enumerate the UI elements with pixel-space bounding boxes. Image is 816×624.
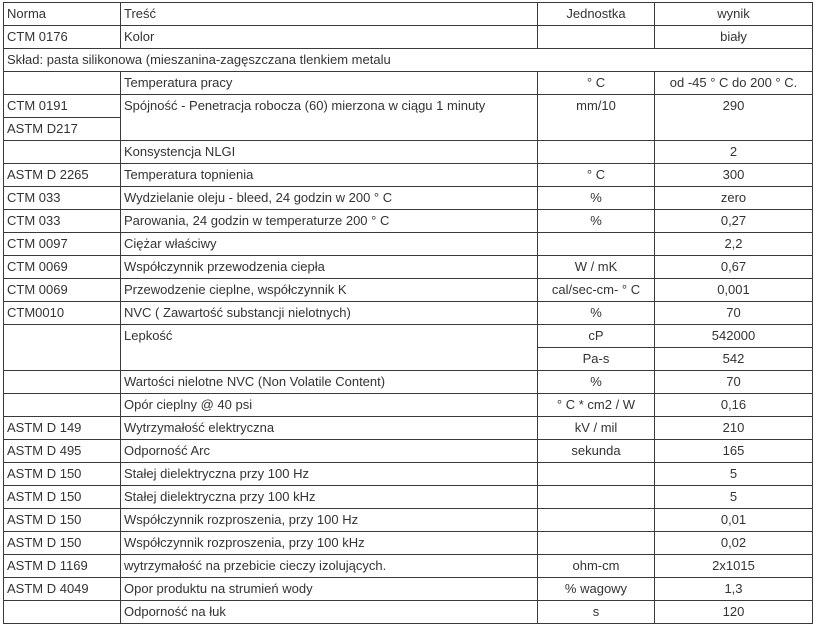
table-row (4, 371, 813, 394)
cell-norma: ASTM D 149 (4, 417, 121, 440)
cell-norma: CTM 0176 (4, 26, 121, 49)
cell-wynik: 0,67 (655, 256, 813, 279)
cell-jednostka: % wagowy (538, 578, 655, 601)
cell-jednostka (538, 233, 655, 256)
cell-wynik: 1,3 (655, 578, 813, 601)
cell-tresc: Stałej dielektryczna przy 100 kHz (121, 486, 538, 509)
cell-tresc: Kolor (121, 26, 538, 49)
cell-tresc: Odporność na łuk (121, 601, 538, 624)
table-row (4, 187, 813, 210)
cell-tresc: Odporność Arc (121, 440, 538, 463)
table-row (4, 302, 813, 325)
cell-wynik: 165 (655, 440, 813, 463)
cell-wynik: 5 (655, 486, 813, 509)
cell-jednostka: cal/sec-cm- ° C (538, 279, 655, 302)
cell-tresc: Temperatura topnienia (121, 164, 538, 187)
cell-tresc: Wytrzymałość elektryczna (121, 417, 538, 440)
table-row (4, 440, 813, 463)
cell-wynik: 2 (655, 141, 813, 164)
cell-jednostka: ° C (538, 164, 655, 187)
cell-jednostka: W / mK (538, 256, 655, 279)
cell-tresc: NVC ( Zawartość substancji nielotnych) (121, 302, 538, 325)
table-row (4, 509, 813, 532)
table-row (4, 210, 813, 233)
cell-norma: ASTM D 1169 (4, 555, 121, 578)
spec-table (3, 2, 813, 624)
table-row (4, 325, 813, 348)
cell-jednostka: ° C * cm2 / W (538, 394, 655, 417)
cell-wynik: 70 (655, 371, 813, 394)
cell-tresc: Ciężar właściwy (121, 233, 538, 256)
cell-tresc: wytrzymałość na przebicie cieczy izolujących. (121, 555, 538, 578)
table-row (4, 394, 813, 417)
cell-jednostka (538, 141, 655, 164)
cell-norma: ASTM D 4049 (4, 578, 121, 601)
cell-wynik: 0,02 (655, 532, 813, 555)
cell-tresc: Współczynnik przewodzenia ciepła (121, 256, 538, 279)
cell-wynik: 2x1015 (655, 555, 813, 578)
cell-tresc: Parowania, 24 godzin w temperaturze 200 ° C (121, 210, 538, 233)
cell-wynik: 2,2 (655, 233, 813, 256)
cell-wynik: 300 (655, 164, 813, 187)
cell-wynik: 542000 (655, 325, 813, 348)
cell-norma: CTM 033 (4, 210, 121, 233)
cell-jednostka (538, 486, 655, 509)
table-row (4, 532, 813, 555)
cell-jednostka (538, 509, 655, 532)
cell-norma: ASTM D 150 (4, 532, 121, 555)
cell-wynik-secondary: 542 (655, 348, 813, 371)
table-row (4, 486, 813, 509)
table-row (4, 601, 813, 624)
cell-tresc: Stałej dielektryczna przy 100 Hz (121, 463, 538, 486)
cell-norma: CTM 0069 (4, 256, 121, 279)
cell-tresc: Opór cieplny @ 40 psi (121, 394, 538, 417)
table-row (4, 233, 813, 256)
cell-wynik: 290 (655, 95, 813, 141)
cell-norma: CTM 033 (4, 187, 121, 210)
table-row (4, 578, 813, 601)
cell-norma (4, 325, 121, 371)
cell-tresc: Spójność - Penetracja robocza (60) mierzona w ciągu 1 minuty (121, 95, 538, 141)
cell-tresc: Temperatura pracy (121, 72, 538, 95)
table-row (4, 463, 813, 486)
cell-wynik: zero (655, 187, 813, 210)
table-row (4, 256, 813, 279)
cell-wynik: 0,27 (655, 210, 813, 233)
cell-wynik: od -45 ° C do 200 ° C. (655, 72, 813, 95)
cell-norma: ASTM D 150 (4, 509, 121, 532)
cell-jednostka: kV / mil (538, 417, 655, 440)
header-tresc: Treść (121, 3, 538, 26)
table-row (4, 555, 813, 578)
table-row (4, 417, 813, 440)
cell-norma (4, 141, 121, 164)
table-row (4, 164, 813, 187)
cell-jednostka: sekunda (538, 440, 655, 463)
cell-jednostka: % (538, 371, 655, 394)
cell-norma-secondary: ASTM D217 (4, 118, 121, 141)
cell-norma (4, 72, 121, 95)
cell-tresc: Konsystencja NLGI (121, 141, 538, 164)
cell-wynik: biały (655, 26, 813, 49)
header-row (4, 3, 813, 26)
header-jednostka: Jednostka (538, 3, 655, 26)
cell-jednostka (538, 26, 655, 49)
cell-norma: CTM 0069 (4, 279, 121, 302)
table-row (4, 95, 813, 118)
cell-wynik: 0,01 (655, 509, 813, 532)
cell-jednostka: ohm-cm (538, 555, 655, 578)
cell-tresc: Wartości nielotne NVC (Non Volatile Content) (121, 371, 538, 394)
cell-wynik: 120 (655, 601, 813, 624)
cell-jednostka: % (538, 187, 655, 210)
cell-tresc: Współczynnik rozproszenia, przy 100 Hz (121, 509, 538, 532)
cell-jednostka: mm/10 (538, 95, 655, 141)
cell-norma (4, 394, 121, 417)
table-row-composition (4, 49, 813, 72)
cell-norma: ASTM D 495 (4, 440, 121, 463)
cell-tresc: Współczynnik rozproszenia, przy 100 kHz (121, 532, 538, 555)
cell-norma: ASTM D 150 (4, 486, 121, 509)
cell-wynik: 0,001 (655, 279, 813, 302)
cell-norma: CTM 0191 (4, 95, 121, 118)
cell-norma: ASTM D 150 (4, 463, 121, 486)
table-row (4, 72, 813, 95)
header-norma: Norma (4, 3, 121, 26)
cell-tresc: Przewodzenie cieplne, współczynnik K (121, 279, 538, 302)
cell-jednostka: % (538, 210, 655, 233)
cell-norma (4, 601, 121, 624)
cell-norma: CTM 0097 (4, 233, 121, 256)
cell-composition: Skład: pasta silikonowa (mieszanina-zagęszczana tlenkiem metalu (4, 49, 813, 72)
table-row (4, 279, 813, 302)
table-row (4, 26, 813, 49)
cell-tresc: Lepkość (121, 325, 538, 371)
cell-jednostka-secondary: Pa-s (538, 348, 655, 371)
table-row (4, 141, 813, 164)
cell-jednostka: cP (538, 325, 655, 348)
cell-jednostka: % (538, 302, 655, 325)
cell-norma: ASTM D 2265 (4, 164, 121, 187)
cell-norma: CTM0010 (4, 302, 121, 325)
cell-wynik: 210 (655, 417, 813, 440)
header-wynik: wynik (655, 3, 813, 26)
cell-jednostka: s (538, 601, 655, 624)
cell-norma (4, 371, 121, 394)
cell-wynik: 5 (655, 463, 813, 486)
cell-wynik: 70 (655, 302, 813, 325)
cell-jednostka (538, 463, 655, 486)
cell-tresc: Wydzielanie oleju - bleed, 24 godzin w 200 ° C (121, 187, 538, 210)
cell-jednostka (538, 532, 655, 555)
cell-wynik: 0,16 (655, 394, 813, 417)
cell-jednostka: ° C (538, 72, 655, 95)
cell-tresc: Opor produktu na strumień wody (121, 578, 538, 601)
